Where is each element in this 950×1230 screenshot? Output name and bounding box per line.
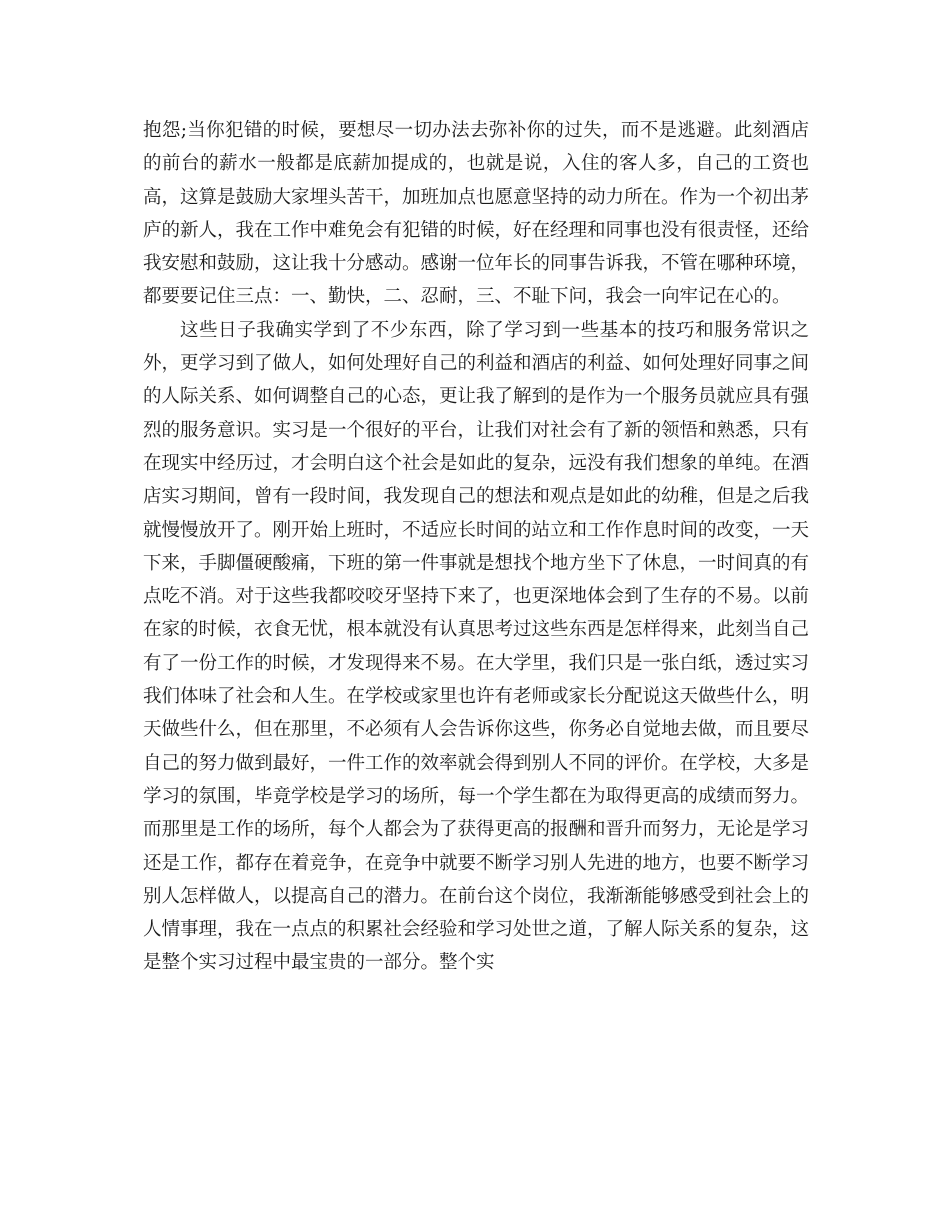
paragraph-2: 这些日子我确实学到了不少东西，除了学习到一些基本的技巧和服务常识之外，更学习到了做人，如何处理好自己的利益和酒店的利益、如何处理好同事之间的人际关系、如何调整自己的心态，更让我了解到的是作为一个服务员就应具有强烈的服务意识。实习是一个很好的平台，让我们对社会有了新的领悟和熟悉，只有在现实中经历过，才会明白这个社会是如此的复杂，远没有我们想象的单纯。在酒店实习期间，曾有一段时间，我发现自己的想法和观点是如此的幼稚，但是之后我就慢慢放开了。刚开始上班时，不适应长时间的站立和工作作息时间的改变，一天下来，手脚僵硬酸痛，下班的第一件事就是想找个地方坐下了休息，一时间真的有点吃不消。对于这些我都咬咬牙坚持下来了，也更深地体会到了生存的不易。以前在家的时候，衣食无忧，根本就没有认真思考过这些东西是怎样得来，此刻当自己有了一份工作的时候，才发现得来不易。在大学里，我们只是一张白纸，透过实习我们体味了社会和人生。在学校或家里也许有老师或家长分配说这天做些什么，明天做些什么，但在那里，不必须有人会告诉你这些，你务必自觉地去做，而且要尽自己的努力做到最好，一件工作的效率就会得到别人不同的评价。在学校，大多是学习的氛围，毕竟学校是学习的场所，每一个学生都在为取得更高的成绩而努力。而那里是工作的场所，每个人都会为了获得更高的报酬和晋升而努力，无论是学习还是工作，都存在着竞争，在竞争中就要不断学习别人先进的地方，也要不断学习别人怎样做人，以提高自己的潜力。在前台这个岗位，我渐渐能够感受到社会上的人情事理，我在一点点的积累社会经验和学习处世之道，了解人际关系的复杂，这是整个实习过程中最宝贵的一部分。整个实 [143, 319, 810, 974]
document-body [143, 114, 809, 980]
paragraph-1: 抱怨;当你犯错的时候，要想尽一切办法去弥补你的过失，而不是逃避。此刻酒店的前台的薪水一般都是底薪加提成的，也就是说，入住的客人多，自己的工资也高，这算是鼓励大家埋头苦干，加班加点也愿意坚持的动力所在。作为一个初出茅庐的新人，我在工作中难免会有犯错的时候，好在经理和同事也没有很责怪，还给我安慰和鼓励，这让我十分感动。感谢一位年长的同事告诉我，不管在哪种环境，都要要记住三点：一、勤快，二、忍耐，三、不耻下问，我会一向牢记在心的。 [143, 120, 810, 308]
